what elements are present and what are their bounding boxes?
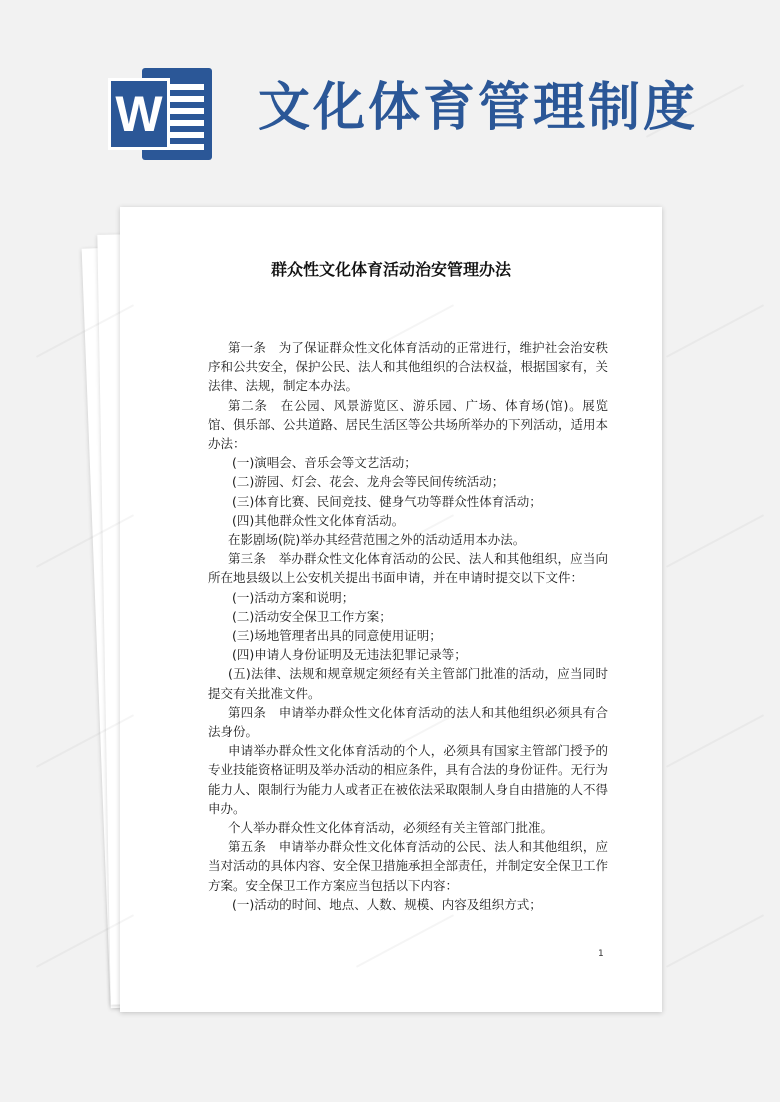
word-icon-lines xyxy=(170,84,204,156)
watermark-mark xyxy=(666,714,764,767)
document-paragraph: (五)法律、法规和规章规定须经有关主管部门批准的活动，应当同时提交有关批准文件。 xyxy=(208,666,608,701)
document-paragraph: 第四条 申请举办群众性文化体育活动的法人和其他组织必须具有合法身份。 xyxy=(208,704,608,740)
page-title: 文化体育管理制度 xyxy=(258,78,699,138)
document-paragraph: 第一条 为了保证群众性文化体育活动的正常进行，维护社会治安秩序和公共安全，保护公民、法人和其他组织的合法权益，根据国家有，关法律、法规，制定本办法。 xyxy=(208,340,609,394)
word-icon-letter: W xyxy=(108,78,170,150)
watermark-mark xyxy=(666,304,764,357)
document-paragraph: (一)活动方案和说明； xyxy=(232,589,355,605)
document-paragraph: 个人举办群众性文化体育活动，必须经有关主管部门批准。 xyxy=(228,820,554,836)
document-body xyxy=(208,338,608,914)
document-paragraph: (一)活动的时间、地点、人数、规模、内容及组织方式； xyxy=(232,896,542,912)
watermark-mark xyxy=(666,914,764,967)
page-number: 1 xyxy=(598,949,604,959)
watermark-mark xyxy=(666,514,764,567)
document-paragraph: (四)申请人身份证明及无违法犯罪记录等； xyxy=(232,647,467,663)
document-title: 群众性文化体育活动治安管理办法 xyxy=(270,260,511,279)
document-paragraph: 第三条 举办群众性文化体育活动的公民、法人和其他组织，应当向所在地县级以上公安机关提出书面申请，并在申请时提交以下文件： xyxy=(208,551,608,586)
header xyxy=(0,0,780,200)
document-paragraph: (一)演唱会、音乐会等文艺活动； xyxy=(232,455,417,471)
document-paragraph: (三)体育比赛、民间竞技、健身气功等群众性体育活动； xyxy=(232,493,542,509)
document-paragraph: (三)场地管理者出具的同意使用证明； xyxy=(232,628,442,644)
document-paragraph: 在影剧场(院)举办其经营范围之外的活动适用本办法。 xyxy=(228,532,526,548)
document-paragraph: 申请举办群众性文化体育活动的个人，必须具有国家主管部门授予的专业技能资格证明及举办活动的相应条件，具有合法的身份证件。无行为能力人、限制行为能力人或者正在被依法采取限制人身自由措施的人不得申办。 xyxy=(208,743,609,816)
document-paragraph: 第五条 申请举办群众性文化体育活动的公民、法人和其他组织，应当对活动的具体内容、安全保卫措施承担全部责任，并制定安全保卫工作方案。安全保卫工作方案应当包括以下内容： xyxy=(208,839,609,893)
document-page xyxy=(120,207,662,1012)
document-paragraph: (四)其他群众性文化体育活动。 xyxy=(232,512,405,528)
document-paragraph: (二)活动安全保卫工作方案； xyxy=(232,608,392,624)
word-icon xyxy=(108,68,212,160)
document-paragraph: (二)游园、灯会、花会、龙舟会等民间传统活动； xyxy=(232,474,505,490)
document-paragraph: 第二条 在公园、风景游览区、游乐园、广场、体育场(馆)。展览馆、俱乐部、公共道路、居民生活区等公共场所举办的下列活动，适用本办法： xyxy=(208,397,609,452)
